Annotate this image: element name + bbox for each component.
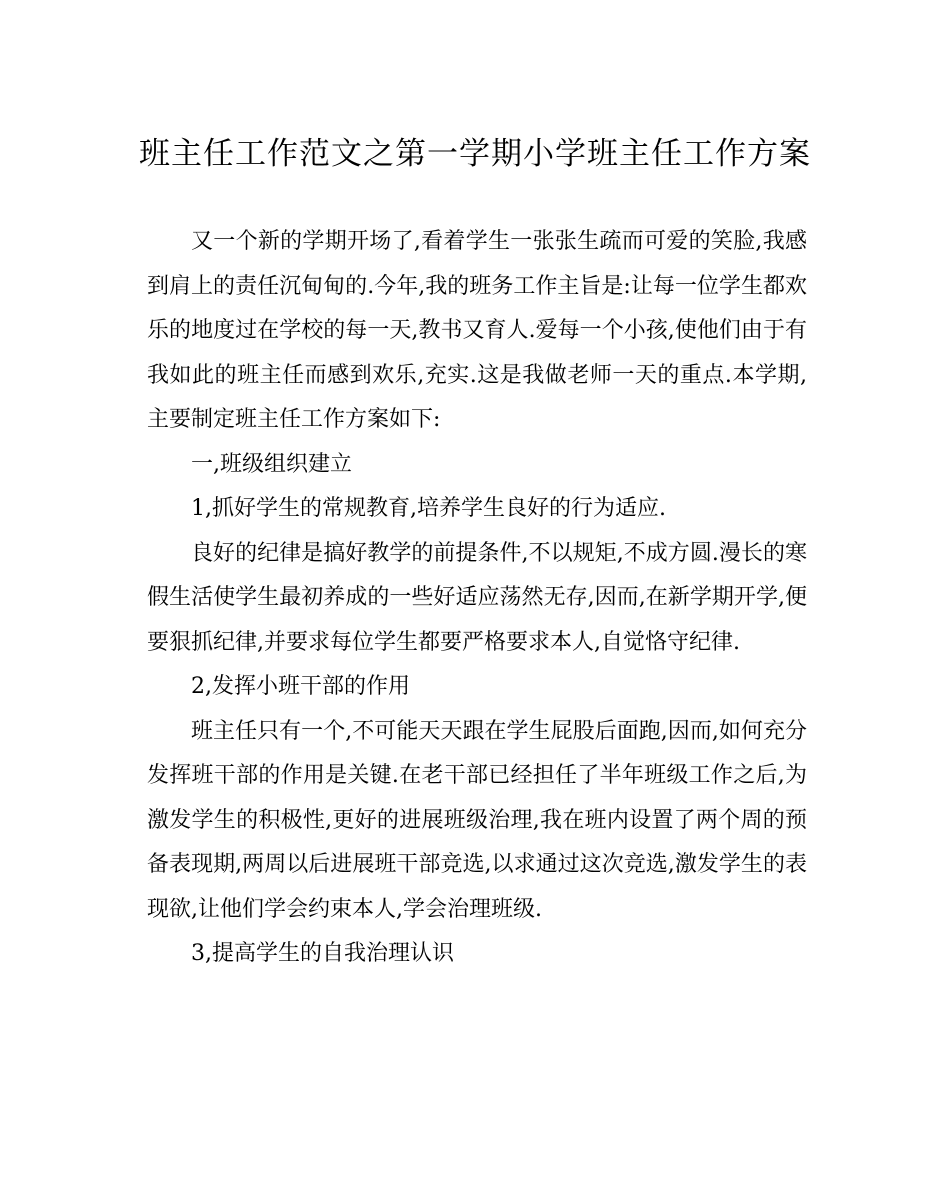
class-cadres-paragraph: 班主任只有一个,不可能天天跟在学生屁股后面跑,因而,如何充分发挥班干部的作用是关键.在老干部已经担任了半年班级工作之后,为激发学生的积极性,更好的进展班级治理,我在班内设置了两个周的预备表现期,两周以后进展班干部竞选,以求通过这次竞选,激发学生的表现欲,让他们学会约束本人,学会治理班级. [147, 718, 807, 922]
subheading-self-management: 3,提高学生的自我治理认识 [191, 941, 454, 966]
discipline-paragraph: 良好的纪律是搞好教学的前提条件,不以规矩,不成方圆.漫长的寒假生活使学生最初养成的一些好适应荡然无存,因而,在新学期开学,便要狠抓纪律,并要求每位学生都要严格要求本人,自觉恪守纪律. [147, 540, 807, 655]
document-title: 班主任工作范文之第一学期小学班主任工作方案 [139, 136, 811, 172]
intro-paragraph: 又一个新的学期开场了,看着学生一张张生疏而可爱的笑脸,我感到肩上的责任沉甸甸的.今年,我的班务工作主旨是:让每一位学生都欢乐的地度过在学校的每一天,教书又育人.爱每一个小孩,使他们由于有我如此的班主任而感到欢乐,充实.这是我做老师一天的重点.本学期,主要制定班主任工作方案如下: [147, 229, 807, 432]
section-heading-class-organization: 一,班级组织建立 [191, 451, 352, 477]
subheading-class-cadres: 2,发挥小班干部的作用 [191, 674, 410, 699]
subheading-routine-education: 1,抓好学生的常规教育,培养学生良好的行为适应. [191, 496, 666, 521]
document-body [147, 220, 807, 977]
